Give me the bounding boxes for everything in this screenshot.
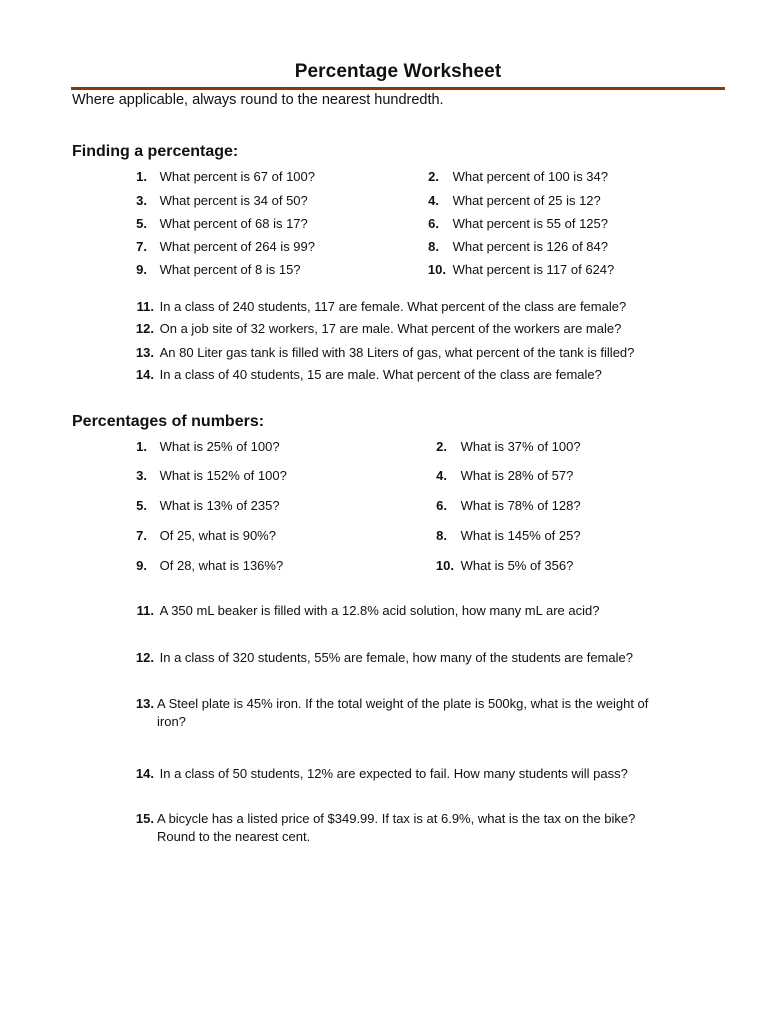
question-text: What is 37% of 100? — [460, 439, 581, 454]
question-number: 14. — [135, 367, 154, 382]
question-text: What percent of 8 is 15? — [159, 262, 301, 277]
question-number: 12. — [135, 650, 154, 665]
word-problem-s1-14 — [128, 366, 602, 384]
question-number: 14. — [135, 766, 154, 781]
title-rule — [71, 87, 725, 90]
question-s1-2 — [420, 168, 608, 186]
question-number: 4. — [436, 468, 447, 483]
question-number: 6. — [428, 216, 439, 231]
question-s1-5 — [128, 215, 308, 233]
question-number: 3. — [136, 193, 147, 208]
question-number: 11. — [136, 603, 154, 618]
question-text: A Steel plate is 45% iron. If the total weight of the plate is 500kg, what is the weight of iron? — [157, 696, 649, 729]
question-text: What percent is 67 of 100? — [159, 169, 315, 184]
question-text: Of 25, what is 90%? — [159, 528, 276, 543]
question-text: In a class of 320 students, 55% are female, how many of the students are female? — [159, 650, 633, 665]
question-number: 2. — [436, 439, 447, 454]
question-s2-3 — [128, 467, 287, 485]
section-heading-percentages-of-numbers: Percentages of numbers: — [72, 413, 265, 430]
question-number: 9. — [136, 558, 147, 573]
question-number: 10. — [435, 558, 454, 573]
word-problem-s2-12 — [128, 649, 633, 667]
question-text: On a job site of 32 workers, 17 are male. What percent of the workers are male? — [159, 321, 622, 336]
question-number: 11. — [136, 299, 154, 314]
question-text: In a class of 240 students, 117 are female. What percent of the class are female? — [159, 299, 627, 314]
question-s2-2 — [428, 438, 581, 456]
question-text: What percent of 264 is 99? — [159, 239, 315, 254]
question-s2-8 — [428, 527, 581, 545]
instructions: Where applicable, always round to the nearest hundredth. — [72, 92, 444, 108]
question-number: 13. — [135, 696, 154, 711]
question-number: 1. — [136, 439, 147, 454]
question-text: An 80 Liter gas tank is filled with 38 Liters of gas, what percent of the tank is filled? — [159, 345, 635, 360]
question-text: A bicycle has a listed price of $349.99. If tax is at 6.9%, what is the tax on the bike? Round to the nearest cent. — [157, 811, 636, 844]
question-text: In a class of 40 students, 15 are male. What percent of the class are female? — [159, 367, 602, 382]
question-text: What is 25% of 100? — [159, 439, 280, 454]
word-problem-s1-13 — [128, 344, 634, 362]
question-s1-4 — [420, 192, 601, 210]
question-number: 8. — [428, 239, 439, 254]
question-s2-9 — [128, 557, 283, 575]
question-text: What percent is 126 of 84? — [452, 239, 608, 254]
question-s2-4 — [428, 467, 573, 485]
question-s1-10 — [420, 261, 614, 279]
question-s1-9 — [128, 261, 301, 279]
question-text: In a class of 50 students, 12% are expected to fail. How many students will pass? — [159, 766, 628, 781]
question-s2-5 — [128, 497, 280, 515]
question-s1-7 — [128, 238, 315, 256]
question-number: 15. — [135, 811, 154, 826]
question-number: 1. — [136, 169, 147, 184]
question-text: Of 28, what is 136%? — [159, 558, 284, 573]
question-number: 2. — [428, 169, 439, 184]
question-s2-6 — [428, 497, 581, 515]
question-text: What is 78% of 128? — [460, 498, 581, 513]
word-problem-s2-13 — [128, 695, 660, 731]
question-number: 5. — [136, 216, 147, 231]
question-number: 7. — [136, 528, 147, 543]
question-text: What percent of 25 is 12? — [452, 193, 601, 208]
question-text: What percent is 55 of 125? — [452, 216, 608, 231]
question-s2-10 — [428, 557, 573, 575]
question-text: A 350 mL beaker is filled with a 12.8% acid solution, how many mL are acid? — [159, 603, 600, 618]
question-s2-1 — [128, 438, 280, 456]
question-text: What percent is 117 of 624? — [452, 262, 615, 277]
question-number: 4. — [428, 193, 439, 208]
question-text: What is 28% of 57? — [460, 468, 574, 483]
question-text: What is 152% of 100? — [159, 468, 287, 483]
question-s1-3 — [128, 192, 308, 210]
page-title: Percentage Worksheet — [294, 61, 502, 82]
question-number: 3. — [136, 468, 147, 483]
question-s2-7 — [128, 527, 276, 545]
question-number: 8. — [436, 528, 447, 543]
word-problem-s2-15 — [128, 810, 650, 846]
word-problem-s1-11 — [128, 298, 626, 316]
question-s1-1 — [128, 168, 315, 186]
question-text: What percent of 68 is 17? — [159, 216, 308, 231]
question-text: What percent is 34 of 50? — [159, 193, 308, 208]
question-number: 5. — [136, 498, 147, 513]
question-number: 6. — [436, 498, 447, 513]
question-number: 13. — [135, 345, 154, 360]
question-s1-8 — [420, 238, 608, 256]
question-text: What is 5% of 356? — [460, 558, 574, 573]
question-number: 10. — [427, 262, 446, 277]
section-heading-finding-percentage: Finding a percentage: — [72, 143, 239, 160]
word-problem-s1-12 — [128, 320, 621, 338]
word-problem-s2-14 — [128, 765, 628, 783]
question-text: What is 145% of 25? — [460, 528, 581, 543]
question-number: 12. — [135, 321, 154, 336]
question-number: 7. — [136, 239, 147, 254]
question-number: 9. — [136, 262, 147, 277]
question-s1-6 — [420, 215, 608, 233]
question-text: What is 13% of 235? — [159, 498, 280, 513]
word-problem-s2-11 — [128, 602, 599, 620]
question-text: What percent of 100 is 34? — [452, 169, 608, 184]
